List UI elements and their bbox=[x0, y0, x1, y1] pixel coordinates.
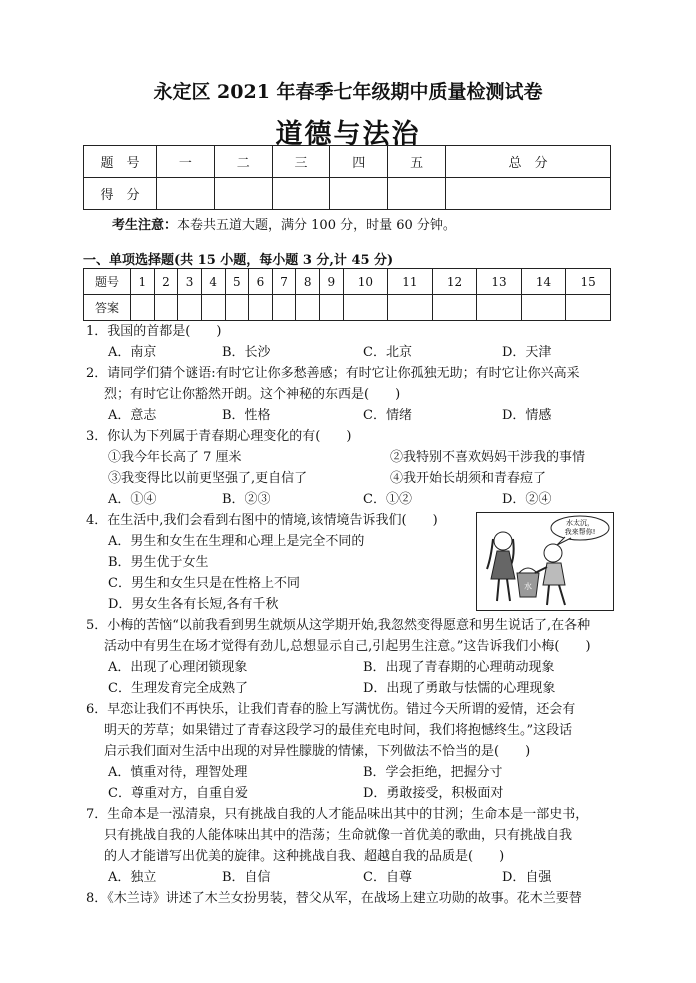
q5-option-b: B．出现了青春期的心理萌动现象 bbox=[363, 660, 555, 675]
answer-blank-label: 答案 bbox=[84, 295, 131, 321]
q3-option-b: B．②③ bbox=[222, 492, 271, 507]
q7-option-c: C．自尊 bbox=[363, 870, 412, 885]
q4-option-d: D．男女生各有长短,各有千秋 bbox=[108, 597, 279, 612]
q5-option-d: D．出现了勇敢与怯懦的心理现象 bbox=[363, 681, 556, 696]
q7-line1: 7．生命本是一泓清泉，只有挑战自我的人才能品味出其中的甘洌；生命本是一部史书， bbox=[86, 807, 589, 822]
answer-number: 6 bbox=[249, 269, 273, 295]
notice bbox=[112, 214, 456, 233]
score-cell-label: 题 号 bbox=[84, 146, 157, 178]
score-table bbox=[83, 145, 611, 210]
bubble-text: 水太沉， bbox=[566, 519, 594, 527]
answer-number: 11 bbox=[388, 269, 433, 295]
answer-row-label: 题号 bbox=[84, 269, 131, 295]
answer-blank[interactable] bbox=[249, 295, 273, 321]
q1-stem: 1．我国的首都是( ) bbox=[86, 324, 222, 339]
answer-number-row bbox=[84, 269, 611, 295]
q2-option-a: A．意志 bbox=[108, 408, 157, 423]
answer-number: 5 bbox=[225, 269, 249, 295]
q8-line1: 8．《木兰诗》讲述了木兰女扮男装，替父从军，在战场上建立功勋的故事。花木兰要替 bbox=[86, 891, 582, 906]
answer-number: 15 bbox=[566, 269, 611, 295]
q3-option-d: D．②④ bbox=[502, 492, 552, 507]
answer-blank[interactable] bbox=[432, 295, 477, 321]
answer-blank[interactable] bbox=[320, 295, 344, 321]
answer-number: 4 bbox=[201, 269, 225, 295]
score-blank[interactable] bbox=[330, 178, 388, 210]
score-blank[interactable] bbox=[157, 178, 215, 210]
q5-option-c: C．生理发育完全成熟了 bbox=[108, 681, 248, 696]
q3-statement-1: ①我今年长高了 7 厘米 bbox=[108, 450, 242, 465]
score-header-row bbox=[84, 146, 611, 178]
q1-option-d: D．天津 bbox=[502, 345, 552, 360]
q2-option-b: B．性格 bbox=[222, 408, 271, 423]
score-value-row bbox=[84, 178, 611, 210]
answer-blank[interactable] bbox=[388, 295, 433, 321]
bubble-text-2: 我来帮你! bbox=[564, 528, 596, 536]
notice-text: 本卷共五道大题，满分 100 分，时量 60 分钟。 bbox=[177, 218, 456, 233]
q6-option-b: B．学会拒绝，把握分寸 bbox=[363, 765, 503, 780]
q5-option-a: A．出现了心理闭锁现象 bbox=[108, 660, 248, 675]
q1-option-c: C．北京 bbox=[363, 345, 412, 360]
score-row-label: 得 分 bbox=[84, 178, 157, 210]
score-cell-1: 一 bbox=[157, 146, 215, 178]
q4-option-a: A．男生和女生在生理和心理上是完全不同的 bbox=[108, 534, 365, 549]
answer-number: 3 bbox=[178, 269, 202, 295]
q1-option-a: A．南京 bbox=[108, 345, 157, 360]
q7-option-a: A．独立 bbox=[108, 870, 157, 885]
answer-number: 1 bbox=[131, 269, 155, 295]
section1-heading: 一、单项选择题(共 15 小题，每小题 3 分,计 45 分) bbox=[83, 253, 394, 268]
q4-cartoon bbox=[476, 512, 614, 611]
subject-title: 道德与法治 bbox=[275, 119, 421, 150]
answer-number: 8 bbox=[296, 269, 320, 295]
answer-blank[interactable] bbox=[521, 295, 566, 321]
answer-blank[interactable] bbox=[343, 295, 388, 321]
q2-option-c: C．情绪 bbox=[363, 408, 412, 423]
score-blank[interactable] bbox=[272, 178, 330, 210]
q4-stem: 4．在生活中,我们会看到右图中的情境,该情境告诉我们( ) bbox=[86, 513, 438, 528]
score-blank[interactable] bbox=[445, 178, 610, 210]
q3-statement-4: ④我开始长胡须和青春痘了 bbox=[390, 471, 547, 486]
answer-number: 13 bbox=[477, 269, 522, 295]
q3-option-a: A．①④ bbox=[108, 492, 157, 507]
q7-option-b: B．自信 bbox=[222, 870, 271, 885]
score-blank[interactable] bbox=[388, 178, 446, 210]
cartoon-illustration bbox=[477, 513, 613, 610]
score-cell-total: 总 分 bbox=[445, 146, 610, 178]
answer-blank[interactable] bbox=[296, 295, 320, 321]
q6-option-d: D．勇敢接受，积极面对 bbox=[363, 786, 504, 801]
answer-blank[interactable] bbox=[154, 295, 178, 321]
q2-line2: 烈；有时它让你豁然开朗。这个神秘的东西是( ) bbox=[104, 387, 401, 402]
q7-line2: 只有挑战自我的人能体味出其中的浩荡；生命就像一首优美的歌曲，只有挑战自我 bbox=[104, 828, 573, 843]
score-cell-4: 四 bbox=[330, 146, 388, 178]
bucket-label: 水 bbox=[524, 582, 532, 591]
q6-line3: 启示我们面对生活中出现的对异性朦胧的情愫，下列做法不恰当的是( ) bbox=[104, 744, 531, 759]
q3-option-c: C．①② bbox=[363, 492, 412, 507]
q3-statement-3: ③我变得比以前更坚强了,更自信了 bbox=[108, 471, 308, 486]
q7-option-d: D．自强 bbox=[502, 870, 552, 885]
score-blank[interactable] bbox=[214, 178, 272, 210]
notice-label: 考生注意： bbox=[112, 218, 178, 233]
answer-blank-row bbox=[84, 295, 611, 321]
score-cell-5: 五 bbox=[388, 146, 446, 178]
q6-line2: 明天的芳草；如果错过了青春这段学习的最佳充电时间，我们将抱憾终生。”这段话 bbox=[104, 723, 573, 738]
answer-number: 2 bbox=[154, 269, 178, 295]
score-cell-3: 三 bbox=[272, 146, 330, 178]
q3-stem: 3．你认为下列属于青春期心理变化的有( ) bbox=[86, 429, 352, 444]
answer-blank[interactable] bbox=[272, 295, 296, 321]
answer-blank[interactable] bbox=[178, 295, 202, 321]
q6-option-a: A．慎重对待，理智处理 bbox=[108, 765, 248, 780]
q5-line2: 活动中有男生在场才觉得有劲儿,总想显示自己,引起男生注意。”这告诉我们小梅( ) bbox=[104, 639, 591, 654]
answer-number: 9 bbox=[320, 269, 344, 295]
q4-option-b: B．男生优于女生 bbox=[108, 555, 209, 570]
q3-statement-2: ②我特别不喜欢妈妈干涉我的事情 bbox=[390, 450, 586, 465]
answer-blank[interactable] bbox=[225, 295, 249, 321]
answer-number: 14 bbox=[521, 269, 566, 295]
answer-table bbox=[83, 268, 611, 321]
exam-title: 永定区 2021 年春季七年级期中质量检测试卷 bbox=[153, 81, 543, 103]
answer-number: 10 bbox=[343, 269, 388, 295]
answer-blank[interactable] bbox=[131, 295, 155, 321]
answer-blank[interactable] bbox=[201, 295, 225, 321]
q6-option-c: C．尊重对方，自重自爱 bbox=[108, 786, 248, 801]
q4-option-c: C．男生和女生只是在性格上不同 bbox=[108, 576, 300, 591]
answer-number: 7 bbox=[272, 269, 296, 295]
answer-blank[interactable] bbox=[477, 295, 522, 321]
q7-line3: 的人才能谱写出优美的旋律。这种挑战自我、超越自我的品质是( ) bbox=[104, 849, 505, 864]
answer-blank[interactable] bbox=[566, 295, 611, 321]
q2-line1: 2．请同学们猜个谜语:有时它让你多愁善感；有时它让你孤独无助；有时它让你兴高采 bbox=[86, 366, 580, 381]
q6-line1: 6．早恋让我们不再快乐，让我们青春的脸上写满忧伤。错过今天所谓的爱情，还会有 bbox=[86, 702, 576, 717]
q5-line1: 5．小梅的苦恼“以前我看到男生就烦从这学期开始,我忽然变得愿意和男生说话了,在各种 bbox=[86, 618, 591, 633]
answer-number: 12 bbox=[432, 269, 477, 295]
q2-option-d: D．情感 bbox=[502, 408, 552, 423]
q1-option-b: B．长沙 bbox=[222, 345, 271, 360]
score-cell-2: 二 bbox=[214, 146, 272, 178]
